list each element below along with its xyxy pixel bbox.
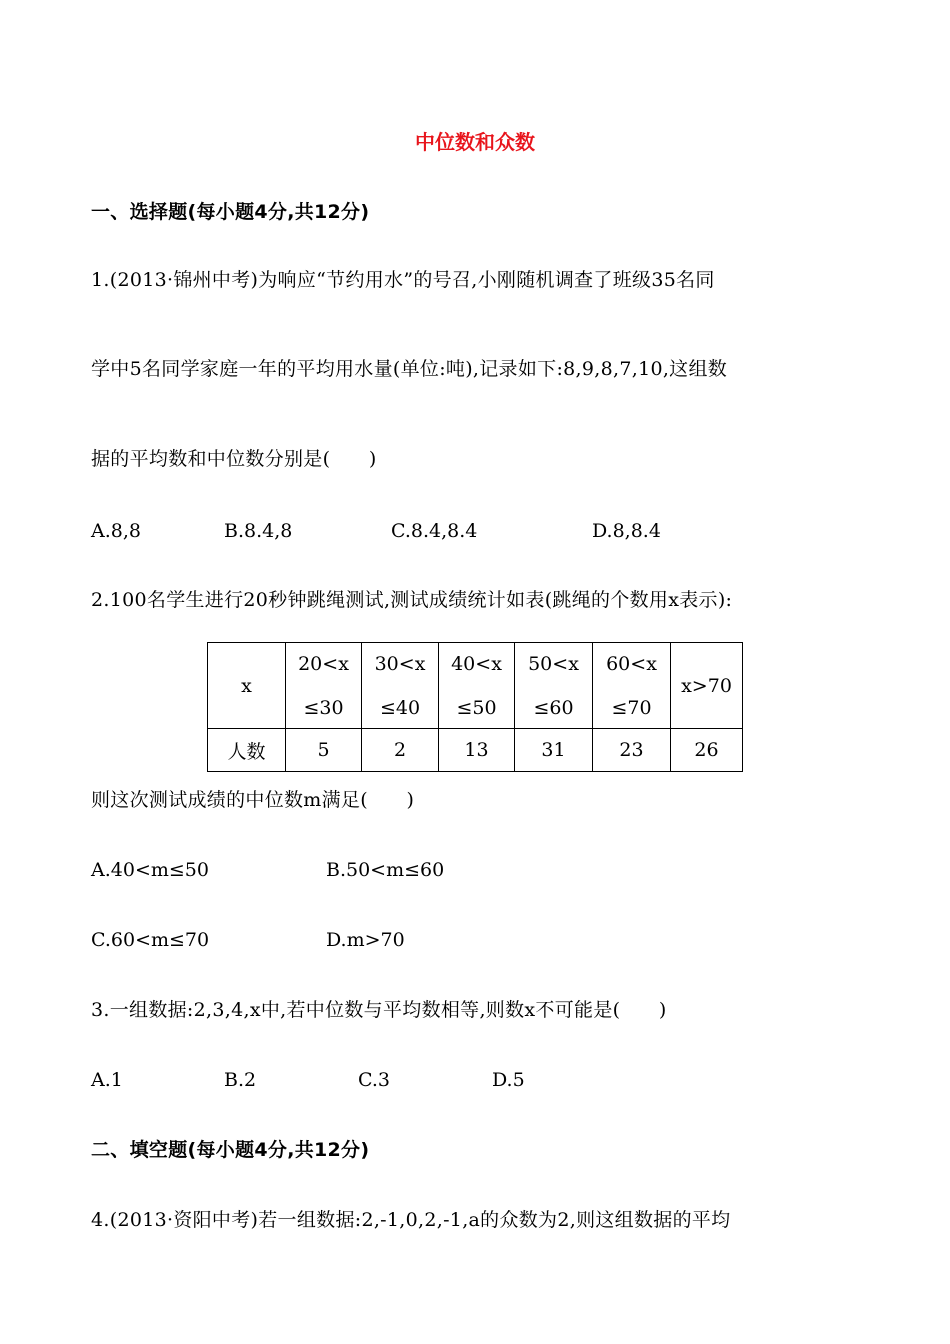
question-1-option-d: D.8,8.4 bbox=[592, 520, 661, 542]
question-2-option-c: C.60<m≤70 bbox=[91, 929, 210, 951]
table-count-cell: 13 bbox=[439, 729, 515, 772]
question-1-line-1: 1.(2013·锦州中考)为响应“节约用水”的号召,小刚随机调查了班级35名同 bbox=[91, 269, 715, 291]
question-3-line-1: 3.一组数据:2,3,4,x中,若中位数与平均数相等,则数x不可能是( ) bbox=[91, 999, 667, 1021]
range-lower: 30<x bbox=[374, 652, 426, 675]
score-table bbox=[207, 642, 743, 772]
question-1-line-2: 学中5名同学家庭一年的平均用水量(单位:吨),记录如下:8,9,8,7,10,这组数 bbox=[91, 358, 728, 380]
question-2-line-2: 则这次测试成绩的中位数m满足( ) bbox=[91, 789, 415, 811]
section-heading-choice: 一、选择题(每小题4分,共12分) bbox=[91, 201, 370, 223]
range-lower: 40<x bbox=[451, 652, 502, 675]
table-range-cell bbox=[362, 643, 439, 729]
table-header-label: x bbox=[208, 643, 286, 729]
range-upper: ≤40 bbox=[379, 696, 421, 719]
range-upper: ≤60 bbox=[533, 696, 574, 719]
range-upper: ≤70 bbox=[611, 696, 652, 719]
question-1-option-c: C.8.4,8.4 bbox=[391, 520, 478, 542]
question-3-option-d: D.5 bbox=[492, 1069, 525, 1091]
question-2-option-d: D.m>70 bbox=[326, 929, 405, 951]
table-range-cell bbox=[515, 643, 593, 729]
range-upper: ≤30 bbox=[303, 696, 344, 719]
table-row-label: 人数 bbox=[208, 729, 286, 772]
question-1-option-b: B.8.4,8 bbox=[224, 520, 293, 542]
table-range-cell bbox=[593, 643, 671, 729]
table-count-row bbox=[208, 729, 743, 772]
table-count-cell: 31 bbox=[515, 729, 593, 772]
table-range-cell-last: x>70 bbox=[671, 643, 743, 729]
table-range-cell bbox=[439, 643, 515, 729]
section-heading-fill: 二、填空题(每小题4分,共12分) bbox=[91, 1139, 370, 1161]
question-2-line-1: 2.100名学生进行20秒钟跳绳测试,测试成绩统计如表(跳绳的个数用x表示): bbox=[91, 589, 733, 611]
table-count-cell: 23 bbox=[593, 729, 671, 772]
page-title: 中位数和众数 bbox=[415, 130, 535, 154]
question-4-line-1: 4.(2013·资阳中考)若一组数据:2,-1,0,2,-1,a的众数为2,则这组数据的平均 bbox=[91, 1209, 731, 1231]
table-range-cell bbox=[286, 643, 362, 729]
table-count-cell: 5 bbox=[286, 729, 362, 772]
range-lower: 50<x bbox=[528, 652, 579, 675]
question-1-option-a: A.8,8 bbox=[91, 520, 141, 542]
table-count-cell: 26 bbox=[671, 729, 743, 772]
question-2-option-a: A.40<m≤50 bbox=[91, 859, 209, 881]
question-1-line-3: 据的平均数和中位数分别是( ) bbox=[91, 448, 377, 470]
question-3-option-c: C.3 bbox=[358, 1069, 390, 1091]
range-lower: 60<x bbox=[606, 652, 657, 675]
question-3-option-a: A.1 bbox=[91, 1069, 123, 1091]
question-3-option-b: B.2 bbox=[224, 1069, 257, 1091]
range-upper: ≤50 bbox=[456, 696, 497, 719]
range-lower: 20<x bbox=[298, 652, 349, 675]
table-header-row bbox=[208, 643, 743, 729]
question-2-option-b: B.50<m≤60 bbox=[326, 859, 445, 881]
table-count-cell: 2 bbox=[362, 729, 439, 772]
